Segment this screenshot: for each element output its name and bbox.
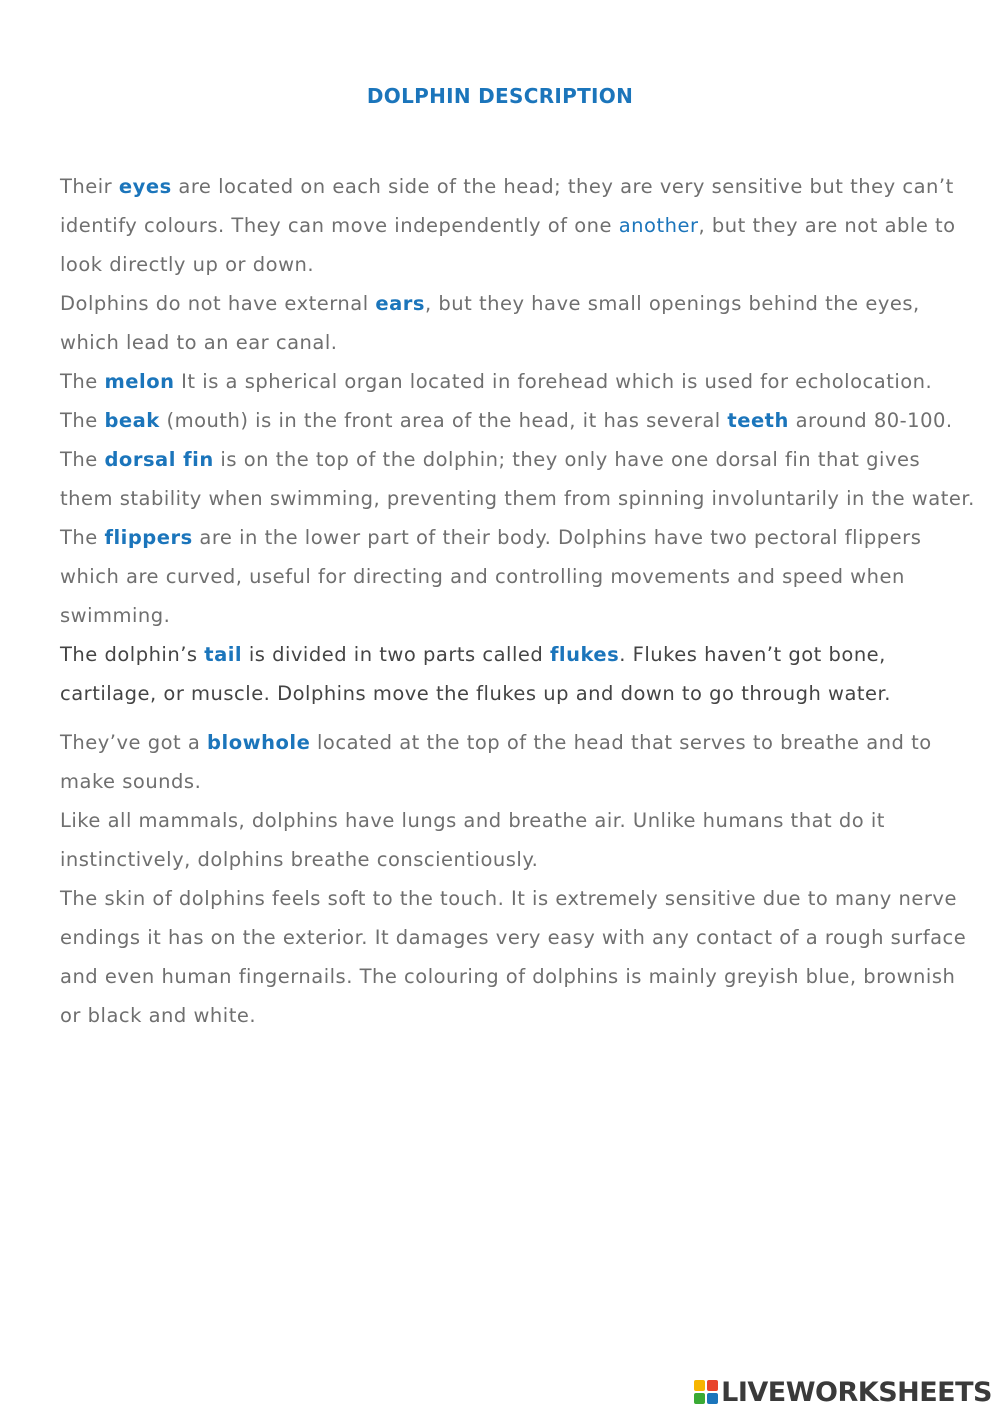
text-run: are located on each side of the head; they are very sensitive but they can’t identify colours. They can move independently of one [60,175,954,237]
paragraph-tail [60,635,975,713]
keyword-flukes: flukes [549,643,620,666]
paragraph-melon [60,362,975,401]
keyword-teeth: teeth [727,409,789,432]
paragraph-lungs [60,801,975,879]
liveworksheets-logo[interactable] [694,1377,992,1407]
logo-blocks-icon [694,1380,718,1404]
text-run: , but they have small openings behind the eyes, which lead to an ear canal. [60,292,920,354]
logo-text: LIVEWORKSHEETS [721,1376,992,1408]
paragraph-dorsal-fin [60,440,975,518]
paragraph-eyes [60,167,975,284]
keyword-melon: melon [104,370,175,393]
paragraph-flippers [60,518,975,635]
keyword-flippers: flippers [104,526,193,549]
text-run: The [60,526,105,549]
document-body [60,167,975,1035]
text-run: are in the lower part of their body. Dolphins have two pectoral flippers which are curved, useful for directing and controlling movements and speed when swimming. [60,526,922,627]
text-run: Their [60,175,119,198]
text-run: The dolphin’s [60,643,205,666]
text-run: It is a spherical organ located in forehead which is used for echolocation. [174,370,933,393]
logo-block-1 [694,1380,705,1391]
text-run: , but they are not able to look directly up or down. [60,214,956,276]
link-another[interactable]: another [618,214,699,237]
text-run: is divided in two parts called [242,643,550,666]
logo-block-2 [707,1380,718,1391]
text-run: Dolphins do not have external [60,292,376,315]
text-run: The [60,448,105,471]
logo-block-4 [707,1393,718,1404]
keyword-eyes: eyes [118,175,172,198]
paragraph-beak [60,401,975,440]
text-run: The skin of dolphins feels soft to the touch. It is extremely sensitive due to many nerve endings it has on the exterior. It damages very easy with any contact of a rough surface and even human fingernails. The colouring of dolphins is mainly greyish blue, brownish or black and white. [60,887,967,1027]
paragraph-ears [60,284,975,362]
text-run: (mouth) is in the front area of the head, it has several [159,409,728,432]
text-run: The [60,409,105,432]
keyword-ears: ears [375,292,425,315]
text-run: . Flukes haven’t got bone, cartilage, or muscle. Dolphins move the flukes up and down to go through water. [60,643,891,705]
page-title: DOLPHIN DESCRIPTION [366,84,634,108]
keyword-beak: beak [104,409,160,432]
keyword-dorsal-fin: dorsal fin [104,448,214,471]
paragraph-skin [60,879,975,1035]
text-run: around 80-100. [788,409,953,432]
paragraph-blowhole [60,723,975,801]
logo-block-3 [694,1393,705,1404]
text-run: located at the top of the head that serves to breathe and to make sounds. [60,731,932,793]
text-run: The [60,370,105,393]
keyword-blowhole: blowhole [207,731,311,754]
text-run: Like all mammals, dolphins have lungs and breathe air. Unlike humans that do it instinctively, dolphins breathe conscientiously. [60,809,885,871]
text-run: is on the top of the dolphin; they only have one dorsal fin that gives them stability when swimming, preventing them from spinning involuntarily in the water. [60,448,975,510]
keyword-tail: tail [204,643,243,666]
text-run: They’ve got a [60,731,208,754]
